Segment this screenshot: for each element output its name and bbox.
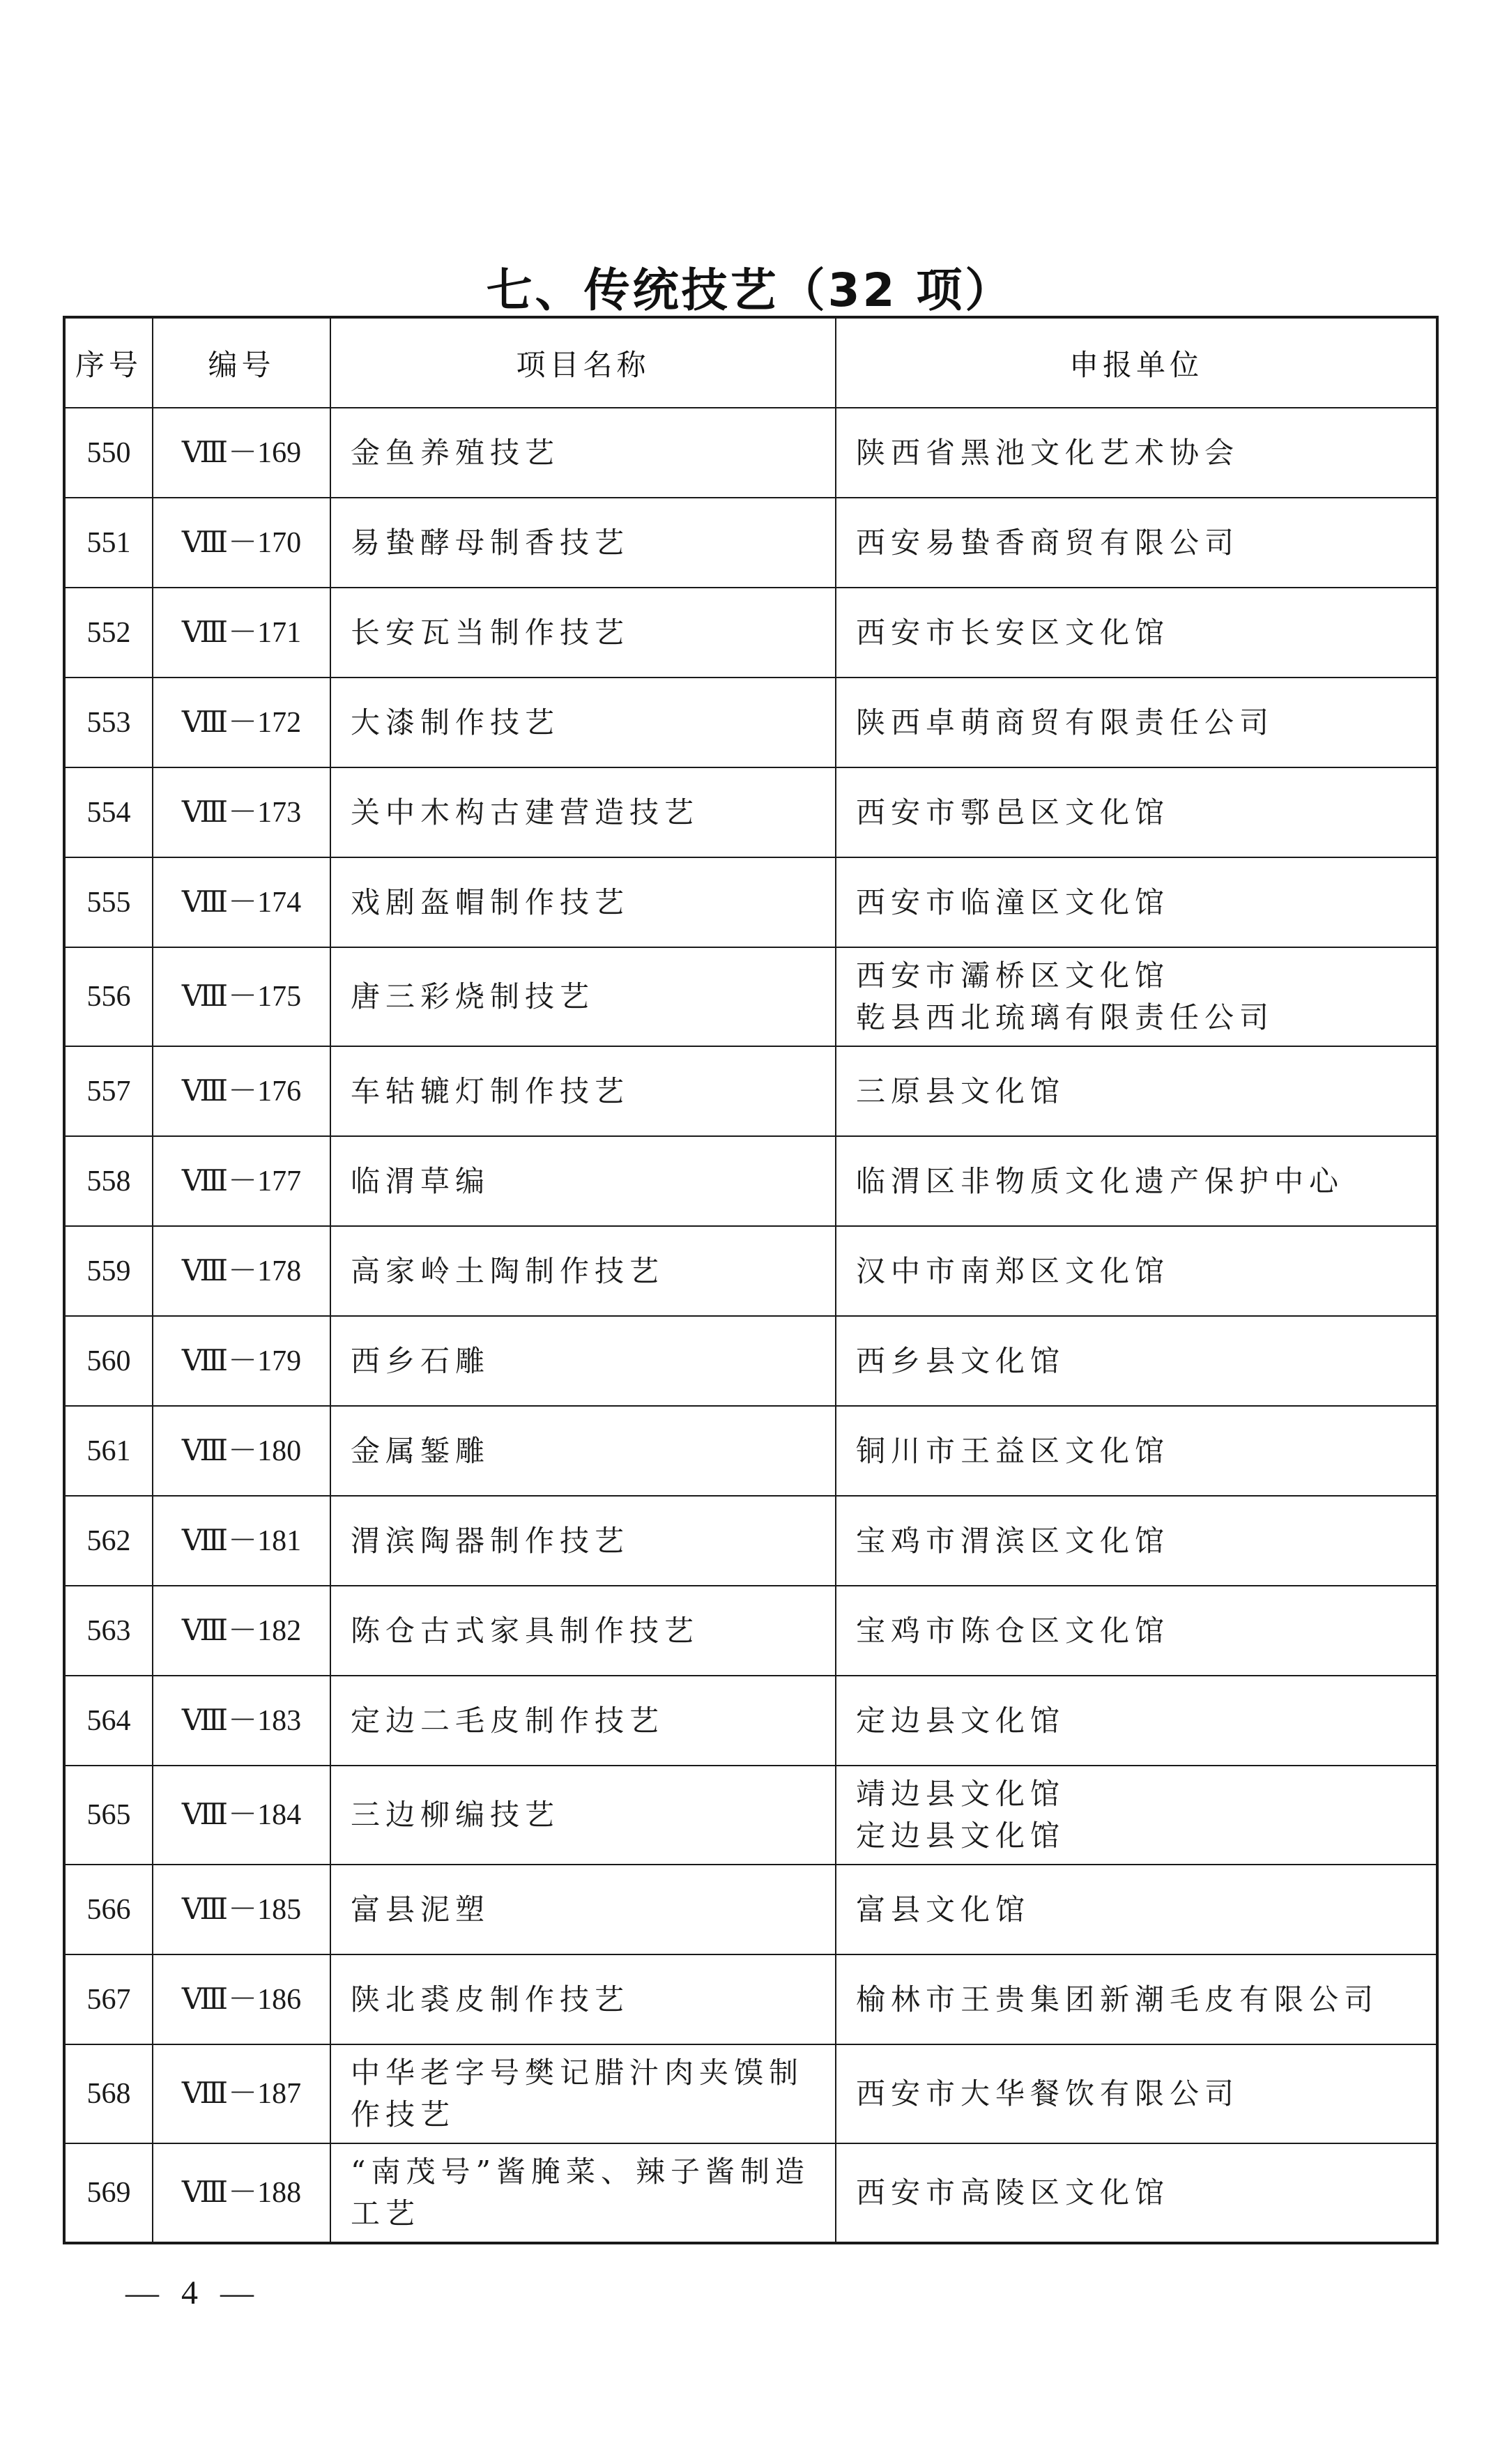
cell-applicant-unit (836, 1865, 1437, 1954)
cell-code: Ⅷ－181 (153, 1496, 330, 1586)
cell-applicant-unit (836, 1586, 1437, 1676)
cell-code: Ⅷ－173 (153, 767, 330, 857)
cell-seq: 553 (64, 678, 153, 767)
applicant-unit-line: 汉中市南郑区文化馆 (856, 1253, 1170, 1288)
cell-applicant-unit (836, 1496, 1437, 1586)
table-row (64, 1226, 1437, 1316)
cell-seq: 556 (64, 947, 153, 1046)
applicant-unit-line: 陕西省黑池文化艺术协会 (856, 435, 1240, 470)
cell-code: Ⅷ－179 (153, 1316, 330, 1406)
applicant-unit-line: 富县文化馆 (856, 1892, 1031, 1927)
cell-project-name: 临渭草编 (330, 1136, 836, 1226)
cell-seq: 552 (64, 588, 153, 678)
cell-applicant-unit (836, 1226, 1437, 1316)
applicant-unit-line: 西安市高陵区文化馆 (856, 2175, 1170, 2210)
cell-code: Ⅷ－177 (153, 1136, 330, 1226)
cell-seq: 562 (64, 1496, 153, 1586)
table-row (64, 1136, 1437, 1226)
cell-project-name: 金属錾雕 (330, 1406, 836, 1496)
applicant-unit-line: 西安市长安区文化馆 (856, 615, 1170, 650)
cell-project-name: 渭滨陶器制作技艺 (330, 1496, 836, 1586)
cell-applicant-unit (836, 1316, 1437, 1406)
cell-code: Ⅷ－184 (153, 1766, 330, 1865)
cell-applicant-unit (836, 767, 1437, 857)
applicant-unit-line: 定边县文化馆 (856, 1703, 1066, 1738)
heritage-table-container (63, 316, 1436, 2244)
header-name: 项目名称 (330, 317, 836, 408)
applicant-unit-line: 西安市临潼区文化馆 (856, 885, 1170, 919)
cell-seq: 568 (64, 2044, 153, 2143)
cell-code: Ⅷ－183 (153, 1676, 330, 1766)
cell-applicant-unit (836, 1406, 1437, 1496)
cell-project-name: 陈仓古式家具制作技艺 (330, 1586, 836, 1676)
cell-code: Ⅷ－185 (153, 1865, 330, 1954)
table-row (64, 678, 1437, 767)
cell-seq: 565 (64, 1766, 153, 1865)
table-header-row (64, 317, 1437, 408)
cell-code: Ⅷ－171 (153, 588, 330, 678)
applicant-unit-line: 定边县文化馆 (856, 1819, 1066, 1853)
applicant-unit-line: 三原县文化馆 (856, 1073, 1066, 1108)
table-row (64, 498, 1437, 588)
cell-seq: 563 (64, 1586, 153, 1676)
cell-applicant-unit (836, 408, 1437, 498)
cell-project-name: 西乡石雕 (330, 1316, 836, 1406)
cell-code: Ⅷ－187 (153, 2044, 330, 2143)
applicant-unit-line: 乾县西北琉璃有限责任公司 (856, 1000, 1275, 1034)
cell-seq: 559 (64, 1226, 153, 1316)
table-row (64, 1676, 1437, 1766)
applicant-unit-line: 西安易蛰香商贸有限公司 (856, 525, 1240, 560)
table-row (64, 2044, 1437, 2143)
cell-project-name: 易蛰酵母制香技艺 (330, 498, 836, 588)
cell-seq: 554 (64, 767, 153, 857)
table-row (64, 1496, 1437, 1586)
applicant-unit-line: 靖边县文化馆 (856, 1777, 1066, 1811)
cell-applicant-unit (836, 1954, 1437, 2044)
cell-applicant-unit (836, 857, 1437, 947)
cell-code: Ⅷ－175 (153, 947, 330, 1046)
applicant-unit-line: 西安市灞桥区文化馆 (856, 958, 1170, 993)
cell-seq: 551 (64, 498, 153, 588)
cell-seq: 566 (64, 1865, 153, 1954)
cell-project-name: 中华老字号樊记腊汁肉夹馍制作技艺 (330, 2044, 836, 2143)
cell-applicant-unit (836, 1136, 1437, 1226)
header-code: 编号 (153, 317, 330, 408)
applicant-unit-line: 榆林市王贵集团新潮毛皮有限公司 (856, 1982, 1379, 2017)
header-seq: 序号 (64, 317, 153, 408)
table-row (64, 1316, 1437, 1406)
cell-project-name: 长安瓦当制作技艺 (330, 588, 836, 678)
applicant-unit-line: 宝鸡市渭滨区文化馆 (856, 1523, 1170, 1558)
applicant-unit-line: 宝鸡市陈仓区文化馆 (856, 1613, 1170, 1648)
cell-applicant-unit (836, 1046, 1437, 1136)
cell-project-name: 定边二毛皮制作技艺 (330, 1676, 836, 1766)
cell-project-name: 唐三彩烧制技艺 (330, 947, 836, 1046)
cell-project-name: “南茂号”酱腌菜、辣子酱制造工艺 (330, 2143, 836, 2243)
cell-applicant-unit (836, 2044, 1437, 2143)
cell-code: Ⅷ－172 (153, 678, 330, 767)
applicant-unit-line: 西乡县文化馆 (856, 1343, 1066, 1378)
applicant-unit-line: 西安市大华餐饮有限公司 (856, 2076, 1240, 2111)
table-row (64, 2143, 1437, 2243)
table-body (64, 408, 1437, 2243)
cell-seq: 564 (64, 1676, 153, 1766)
cell-code: Ⅷ－176 (153, 1046, 330, 1136)
cell-project-name: 三边柳编技艺 (330, 1766, 836, 1865)
table-row (64, 588, 1437, 678)
page-number: — 4 — (125, 2274, 261, 2311)
applicant-unit-line: 铜川市王益区文化馆 (856, 1433, 1170, 1468)
table-row (64, 947, 1437, 1046)
cell-seq: 560 (64, 1316, 153, 1406)
cell-code: Ⅷ－180 (153, 1406, 330, 1496)
cell-code: Ⅷ－178 (153, 1226, 330, 1316)
cell-code: Ⅷ－182 (153, 1586, 330, 1676)
cell-project-name: 富县泥塑 (330, 1865, 836, 1954)
cell-seq: 569 (64, 2143, 153, 2243)
cell-code: Ⅷ－174 (153, 857, 330, 947)
heritage-table (63, 316, 1439, 2244)
table-row (64, 408, 1437, 498)
applicant-unit-line: 临渭区非物质文化遗产保护中心 (856, 1163, 1345, 1198)
cell-applicant-unit (836, 498, 1437, 588)
table-row (64, 1865, 1437, 1954)
cell-seq: 550 (64, 408, 153, 498)
cell-seq: 558 (64, 1136, 153, 1226)
cell-project-name: 高家岭土陶制作技艺 (330, 1226, 836, 1316)
header-unit: 申报单位 (836, 317, 1437, 408)
applicant-unit-line: 西安市鄠邑区文化馆 (856, 795, 1170, 829)
cell-code: Ⅷ－169 (153, 408, 330, 498)
table-row (64, 1406, 1437, 1496)
cell-project-name: 陕北裘皮制作技艺 (330, 1954, 836, 2044)
cell-code: Ⅷ－188 (153, 2143, 330, 2243)
cell-applicant-unit (836, 1766, 1437, 1865)
cell-applicant-unit (836, 1676, 1437, 1766)
table-row (64, 1954, 1437, 2044)
cell-project-name: 大漆制作技艺 (330, 678, 836, 767)
cell-seq: 567 (64, 1954, 153, 2044)
cell-applicant-unit (836, 2143, 1437, 2243)
cell-seq: 555 (64, 857, 153, 947)
cell-project-name: 金鱼养殖技艺 (330, 408, 836, 498)
cell-project-name: 戏剧盔帽制作技艺 (330, 857, 836, 947)
table-row (64, 1586, 1437, 1676)
table-row (64, 1766, 1437, 1865)
table-row (64, 1046, 1437, 1136)
cell-project-name: 关中木构古建营造技艺 (330, 767, 836, 857)
applicant-unit-line: 陕西卓萌商贸有限责任公司 (856, 705, 1275, 740)
cell-seq: 557 (64, 1046, 153, 1136)
cell-code: Ⅷ－186 (153, 1954, 330, 2044)
cell-seq: 561 (64, 1406, 153, 1496)
table-row (64, 767, 1437, 857)
cell-project-name: 车轱辘灯制作技艺 (330, 1046, 836, 1136)
cell-applicant-unit (836, 678, 1437, 767)
cell-code: Ⅷ－170 (153, 498, 330, 588)
page-title: 七、传统技艺（32 项） (486, 263, 1014, 318)
cell-applicant-unit (836, 947, 1437, 1046)
table-row (64, 857, 1437, 947)
cell-applicant-unit (836, 588, 1437, 678)
